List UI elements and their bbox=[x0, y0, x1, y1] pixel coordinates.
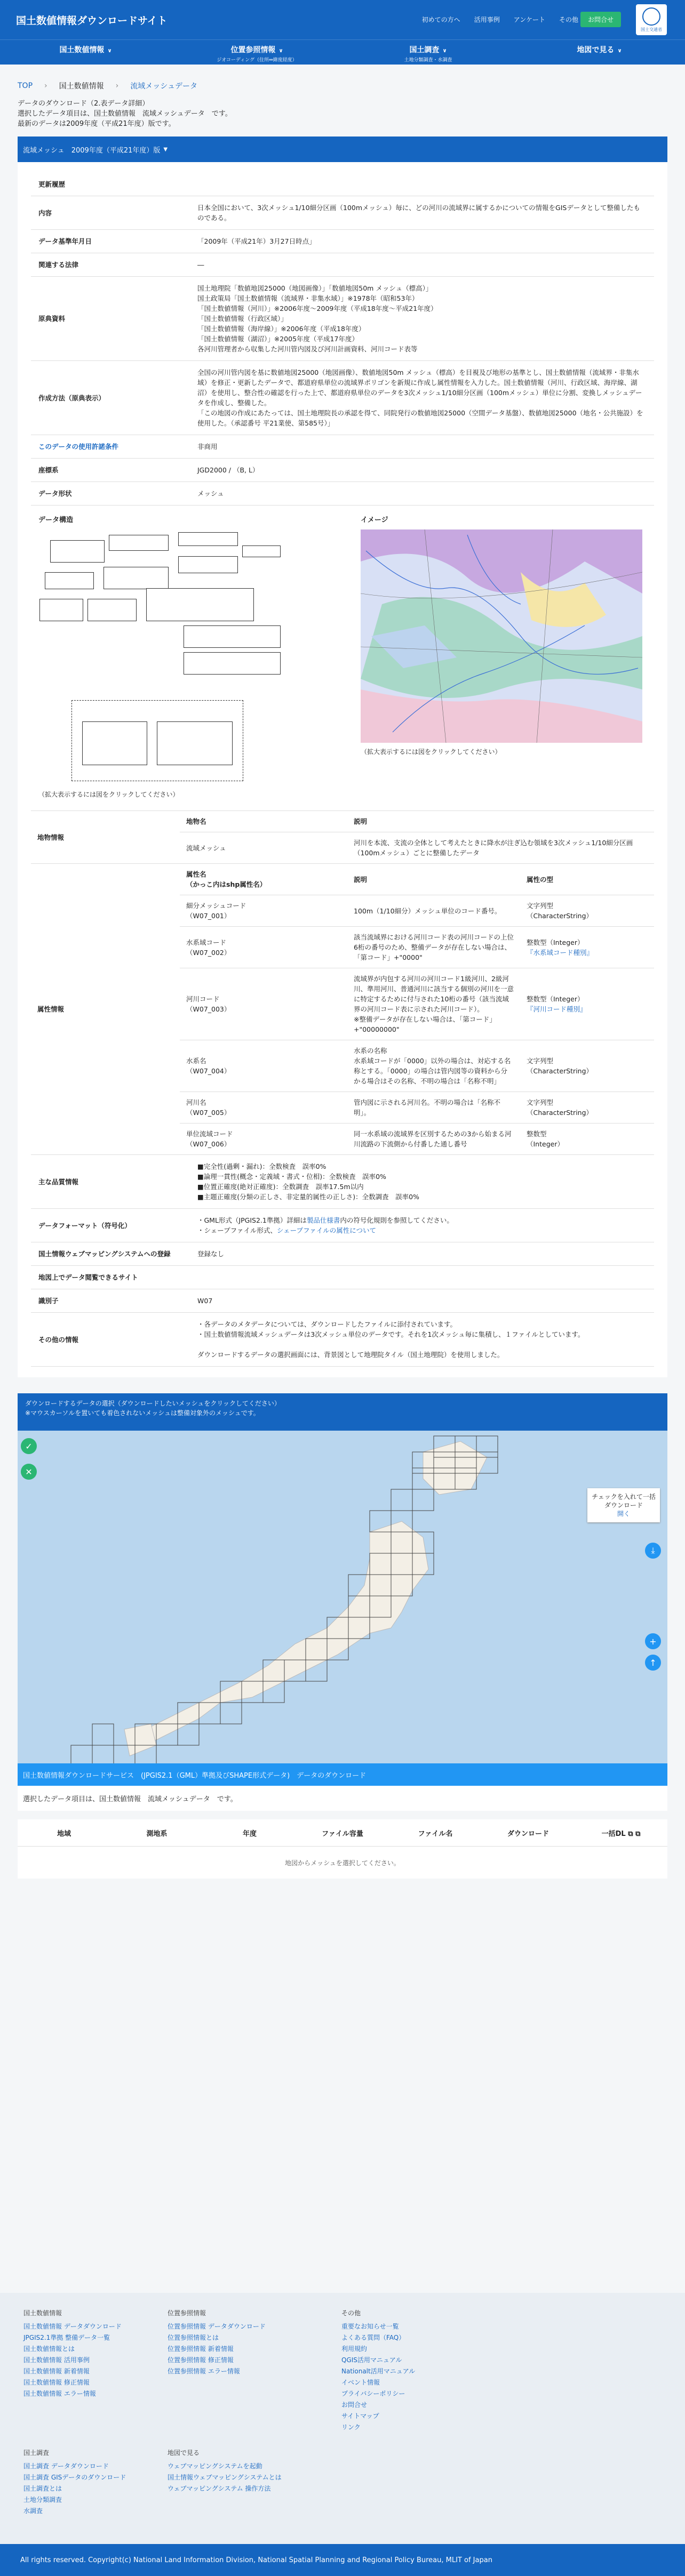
format-text: 内の符号化規則を参照してください。 bbox=[340, 1216, 453, 1224]
spec-link[interactable]: 製品仕様書 bbox=[306, 1216, 340, 1224]
table-row bbox=[31, 1242, 654, 1266]
footer bbox=[0, 2293, 685, 2544]
row-value: 国土地理院「数値地図25000（地図画像）」「数値地図50m メッシュ（標高）」 国土政策局「国土数値情報（流域界・非集水域）」※1978年（昭和53年） 「国土数値情報（河川）」※2006年度〜2009年度（平成18年度〜平成21年度） 「国土数値情報（行政区域）」 「国土数値情報（海岸線）」※2006年度（平成18年度） 「国土数値情報（湖沼）」※2005年度（平成17年度） 各河川管理者から収集した河川管内図及び河川計画資料、河川コード表等 bbox=[190, 277, 654, 361]
row-key: 関連する法律 bbox=[31, 253, 190, 277]
feature-desc: 河川を本流、支流の全体として考えたときに降水が注ぎ込む領域を3次メッシュ1/10細分区画（100mメッシュ）ごとに整備したデータ bbox=[347, 832, 654, 864]
table-row bbox=[31, 811, 654, 832]
row-value: メッシュ bbox=[190, 482, 654, 505]
nav-ksj-label: 国土数値情報 bbox=[59, 46, 105, 54]
nav-location[interactable] bbox=[171, 40, 342, 65]
link-other[interactable]: その他 bbox=[559, 16, 578, 23]
uml-box bbox=[178, 556, 238, 573]
uml-box bbox=[242, 545, 281, 557]
top-links bbox=[422, 15, 578, 24]
download-table bbox=[18, 1819, 667, 1879]
row-value bbox=[190, 1266, 654, 1289]
feature-name: 流域メッシュ bbox=[180, 832, 347, 864]
link-survey[interactable]: アンケート bbox=[513, 16, 545, 23]
col-head: 地物名 bbox=[180, 811, 347, 832]
uml-box bbox=[157, 721, 233, 765]
bulk-download-text: チェックを入れて一括ダウンロード bbox=[592, 1493, 656, 1509]
footer-link[interactable]: 水調査 bbox=[23, 2507, 43, 2515]
zoom-out-icon[interactable]: ↑ bbox=[645, 1655, 661, 1671]
uml-box bbox=[103, 567, 169, 589]
footer-link[interactable]: 国土調査とは bbox=[23, 2485, 62, 2492]
col-head: 説明 bbox=[347, 864, 520, 895]
download-table-header bbox=[18, 1819, 667, 1847]
clear-check-icon[interactable]: ✕ bbox=[21, 1464, 37, 1480]
footer-link[interactable]: サイトマップ bbox=[341, 2412, 379, 2420]
code-type-link[interactable]: 『河川コード種別』 bbox=[527, 1005, 587, 1013]
japan-map-graphic bbox=[18, 1431, 667, 1763]
row-value: ■完全性(過剰・漏れ)：全数検査 誤率0% ■論理一貫性(概念・定義域・書式・位相)：全数検査 誤率0% ■位置正確度(絶対正確度)：全数調査 誤率17.5m以内 ■主題正確度(分類の正しさ、非定量的属性の正しさ)：全数調査 誤率0% bbox=[190, 1155, 654, 1209]
footer-link[interactable]: 国土数値情報 データダウンロード bbox=[23, 2323, 122, 2330]
chevron-right-icon: › bbox=[44, 82, 47, 90]
mlit-logo[interactable] bbox=[636, 4, 667, 35]
footer-link[interactable]: 位置参照情報とは bbox=[168, 2334, 219, 2341]
col-head: 測地系 bbox=[146, 1829, 168, 1838]
table-row bbox=[31, 1266, 654, 1289]
attr-type: 整数型（Integer） bbox=[527, 995, 584, 1003]
footer-link[interactable]: 国土数値情報 活用事例 bbox=[23, 2356, 90, 2364]
row-key: 原典資料 bbox=[31, 277, 190, 361]
attr-name: 河川名 （W07_005） bbox=[180, 1092, 347, 1124]
sample-map-image[interactable] bbox=[361, 529, 642, 743]
footer-link[interactable]: 国土調査 データダウンロード bbox=[23, 2462, 109, 2470]
breadcrumb-ksj[interactable]: 国土数値情報 bbox=[59, 82, 104, 91]
nav-map-label: 地図で見る bbox=[577, 46, 615, 54]
footer-link[interactable]: 国土数値情報 新着情報 bbox=[23, 2368, 90, 2375]
download-empty-text: 地図からメッシュを選択してください。 bbox=[285, 1859, 400, 1867]
attr-name: 河川コード （W07_003） bbox=[180, 968, 347, 1040]
table-row bbox=[31, 1209, 654, 1242]
footer-link[interactable]: JPGIS2.1準拠 整備データ一覧 bbox=[23, 2334, 110, 2341]
caret-down-icon: ▼ bbox=[163, 146, 168, 153]
row-value: 全国の河川管内図を基に数値地図25000（地図画像）、数値地図50m メッシュ（標高）を目視及び地形の基準とし、国土数値情報（流域界・非集水域）を修正・更新したデータで、都道府県単位の流域界ポリゴンを新規に作成し属性情報を入力した。国土数値情報（河川、行政区域、海岸線、湖沼）を使用し、整合性の確認を行った上で、都道府県単位のデータを3次メッシュ1/10細分区画（100mメッシュ）単位に分割、変換しメッシュデータを作成し、整備した。 「この地図の作成にあたっては、国土地理院長の承認を得て、同院発行の数値地図25000（空間データ基盤）、数値地図25000（地名・公共施設）を使用した。（承認番号 平21業使、第585号）」 bbox=[190, 361, 654, 435]
image-title: イメージ bbox=[361, 516, 388, 524]
footer-link[interactable]: Nationalt活用マニュアル bbox=[341, 2368, 416, 2375]
attr-desc: 同一水系域の流域界を区別するための3から始まる河川流路の下流側から付番した通し番号 bbox=[347, 1124, 520, 1155]
table-row bbox=[31, 1313, 654, 1367]
row-value: 非商用 bbox=[190, 435, 654, 459]
col-head: 年度 bbox=[242, 1829, 257, 1838]
footer-col-title: 位置参照情報 bbox=[168, 2309, 206, 2317]
nav-location-sub: ジオコーディング（住所⇔緯度経度） bbox=[217, 58, 297, 63]
bulk-clear-icon[interactable]: ⧉ bbox=[635, 1829, 641, 1838]
uml-box bbox=[109, 535, 169, 551]
uml-box bbox=[39, 599, 83, 621]
uml-box bbox=[45, 572, 94, 589]
table-row bbox=[31, 230, 654, 253]
download-instructions bbox=[18, 1393, 667, 1431]
format-line bbox=[197, 1225, 647, 1235]
footer-link[interactable]: プライバシーポリシー bbox=[341, 2390, 405, 2397]
uml-diagram[interactable] bbox=[34, 529, 285, 785]
footer-col-ksj bbox=[23, 2308, 122, 2400]
table-row bbox=[31, 435, 654, 459]
row-key: その他の情報 bbox=[31, 1313, 190, 1367]
structure-title: データ構造 bbox=[38, 516, 74, 524]
col-head: 属性名 （かっこ内はshp属性名） bbox=[180, 864, 347, 895]
row-key: データ形状 bbox=[31, 482, 190, 505]
mlit-seal-icon bbox=[642, 7, 660, 26]
attr-name: 単位流域コード （W07_006） bbox=[180, 1124, 347, 1155]
footer-link[interactable]: よくある質問（FAQ） bbox=[341, 2334, 405, 2341]
footer-link[interactable]: 重要なお知らせ一覧 bbox=[341, 2323, 399, 2330]
chevron-down-icon: ∨ bbox=[278, 48, 283, 54]
footer-col-location bbox=[168, 2308, 266, 2377]
row-value: 日本全国において、3次メッシュ1/10細分区画（100mメッシュ）毎に、どの河川の流域界に属するかについての情報をGISデータとして整備したものである。 bbox=[190, 196, 654, 230]
uml-box bbox=[184, 625, 281, 648]
row-key: 座標系 bbox=[31, 459, 190, 482]
footer-link[interactable]: イベント情報 bbox=[341, 2379, 380, 2386]
contact-button[interactable]: お問合せ bbox=[580, 12, 621, 27]
table-row bbox=[31, 196, 654, 230]
uml-box bbox=[82, 721, 147, 765]
uml-box bbox=[50, 540, 105, 563]
row-value: JGD2000 / （B, L） bbox=[190, 459, 654, 482]
uml-box bbox=[178, 532, 238, 546]
structure-section bbox=[31, 505, 654, 811]
attr-type-cell bbox=[520, 927, 654, 968]
attr-desc: 100m（1/10細分）メッシュ単位のコード番号。 bbox=[347, 895, 520, 927]
table-row bbox=[31, 361, 654, 435]
format-line bbox=[197, 1215, 647, 1225]
footer-link[interactable]: 位置参照情報 エラー情報 bbox=[168, 2368, 240, 2375]
image-caption: （拡大表示するには図をクリックしてください） bbox=[361, 748, 501, 756]
row-value: ― bbox=[190, 253, 654, 277]
attr-type: 文字列型 （CharacterString） bbox=[520, 1092, 654, 1124]
download-instruction-line: ※マウスカーソルを置いても着色されないメッシュは整備対象外のメッシュです。 bbox=[25, 1409, 260, 1417]
nav-survey-label: 国土調査 bbox=[409, 46, 440, 54]
table-row bbox=[31, 864, 654, 895]
code-type-link[interactable]: 『水系域コード種別』 bbox=[527, 948, 594, 957]
link-cases[interactable]: 活用事例 bbox=[474, 16, 500, 23]
footer-link[interactable]: 国土情報ウェブマッピングシステムとは bbox=[168, 2474, 282, 2481]
breadcrumb-top[interactable]: TOP bbox=[18, 82, 33, 90]
zoom-in-icon[interactable]: + bbox=[645, 1633, 661, 1649]
bulk-download-open-link[interactable]: 開く bbox=[617, 1510, 630, 1518]
bulk-dl-col bbox=[575, 1828, 667, 1838]
footer-col-title: 国土調査 bbox=[23, 2449, 50, 2457]
footer-link[interactable]: QGIS活用マニュアル bbox=[341, 2356, 402, 2364]
col-head: 説明 bbox=[347, 811, 654, 832]
col-head: ファイル名 bbox=[418, 1829, 453, 1838]
info-table bbox=[31, 173, 654, 505]
table-row bbox=[31, 482, 654, 505]
attribute-table bbox=[31, 811, 654, 1155]
nav-map[interactable] bbox=[514, 40, 685, 65]
intro-line: 選択したデータ項目は、国土数値情報 流域メッシュデータ です。 bbox=[18, 110, 232, 118]
attr-type: 整数型（Integer） bbox=[527, 938, 584, 946]
image-col bbox=[353, 509, 654, 803]
footer-link[interactable]: 国土数値情報とは bbox=[23, 2345, 75, 2353]
col-head: 属性の型 bbox=[520, 864, 654, 895]
col-head: 地域 bbox=[57, 1829, 71, 1838]
chevron-right-icon: › bbox=[115, 82, 119, 90]
col-head: ダウンロード bbox=[507, 1829, 549, 1838]
table-row bbox=[31, 253, 654, 277]
download-instruction-line: ダウンロードするデータの選択（ダウンロードしたいメッシュをクリックしてください） bbox=[25, 1400, 281, 1407]
footer-col-title: その他 bbox=[341, 2309, 361, 2317]
attr-desc: 水系の名称 水系域コードが「0000」以外の場合は、対応する名称とする。「0000」の場合は管内図等の資料から分かる場合はその名称、不明の場合は「名称不明」 bbox=[347, 1040, 520, 1092]
feature-group-label: 地物情報 bbox=[31, 811, 180, 864]
footer-link[interactable]: 位置参照情報 修正情報 bbox=[168, 2356, 234, 2364]
row-value bbox=[190, 173, 654, 196]
table-row bbox=[31, 1289, 654, 1313]
footer-link[interactable]: 国土数値情報 エラー情報 bbox=[23, 2390, 96, 2397]
version-label: 流域メッシュ 2009年度（平成21年度）版 bbox=[23, 146, 161, 155]
attr-type-cell bbox=[520, 968, 654, 1040]
intro-line: データのダウンロード（2.表データ詳細） bbox=[18, 100, 149, 108]
nav-survey[interactable] bbox=[342, 40, 514, 65]
detail-card bbox=[18, 162, 667, 1377]
row-value: W07 bbox=[190, 1289, 654, 1313]
footer-col-title: 国土数値情報 bbox=[23, 2309, 62, 2317]
nav-location-label: 位置参照情報 bbox=[230, 46, 276, 54]
footer-link[interactable]: ウェブマッピングシステム 操作方法 bbox=[168, 2485, 271, 2492]
footer-link[interactable]: お問合せ bbox=[341, 2401, 368, 2409]
bulk-download-card bbox=[587, 1488, 660, 1522]
uml-box bbox=[146, 588, 254, 621]
structure-caption: （拡大表示するには図をクリックしてください） bbox=[38, 791, 179, 798]
table-row bbox=[31, 277, 654, 361]
format-value bbox=[190, 1209, 654, 1242]
row-key: 更新履歴 bbox=[31, 173, 190, 196]
footer-col-other bbox=[341, 2308, 415, 2433]
nav-survey-sub: 土地分類調査・水調査 bbox=[404, 58, 452, 63]
attr-desc: 管内図に示される河川名。不明の場合は「名称不明」。 bbox=[347, 1092, 520, 1124]
row-key: 内容 bbox=[31, 196, 190, 230]
breadcrumb-current: 流域メッシュデータ bbox=[130, 82, 197, 91]
row-key: データフォーマット（符号化） bbox=[31, 1209, 190, 1242]
footer-link[interactable]: 国土調査 GISデータのダウンロード bbox=[23, 2474, 126, 2481]
footer-link[interactable]: 位置参照情報 データダウンロード bbox=[168, 2323, 266, 2330]
attr-desc: 該当流域界における河川コード表の河川コードの上位6桁の番号のため、整備データが存在しない場合は、「第コード」+"0000" bbox=[347, 927, 520, 968]
row-key: 国土情報ウェブマッピングシステムへの登録 bbox=[31, 1242, 190, 1266]
footer-link[interactable]: 国土数値情報 修正情報 bbox=[23, 2379, 90, 2386]
watershed-map-graphic bbox=[361, 529, 642, 743]
chevron-down-icon: ∨ bbox=[442, 48, 447, 54]
row-value: ・各データのメタデータについては、ダウンロードしたファイルに添付されています。 ・国土数値情報流域メッシュデータは3次メッシュ単位のデータです。それを1次メッシュ毎に集積し、１ファイルとしています。 ダウンロードするデータの選択画面には、背景図として地理院タイル（国土地理院）を使用しました。 bbox=[190, 1313, 654, 1367]
row-key: 地図上でデータ閲覧できるサイト bbox=[31, 1266, 190, 1289]
attr-group-label: 属性情報 bbox=[31, 864, 180, 1155]
format-text: ・シェープファイル形式、 bbox=[197, 1226, 277, 1234]
intro-text bbox=[0, 97, 685, 131]
chevron-down-icon: ∨ bbox=[617, 48, 622, 54]
check-icon[interactable]: ✓ bbox=[21, 1438, 37, 1454]
site-title[interactable]: 国土数値情報ダウンロードサイト bbox=[16, 15, 168, 27]
uml-box bbox=[184, 652, 281, 675]
table-row bbox=[31, 173, 654, 196]
info-table-2 bbox=[31, 1155, 654, 1367]
mesh-map[interactable] bbox=[18, 1431, 667, 1763]
chevron-down-icon: ∨ bbox=[107, 48, 112, 54]
footer-link[interactable]: ウェブマッピングシステムを起動 bbox=[168, 2462, 262, 2470]
row-key: 作成方法（原典表示） bbox=[31, 361, 190, 435]
row-key: データ基準年月日 bbox=[31, 230, 190, 253]
logo-text: 国土交通省 bbox=[641, 27, 662, 32]
uml-box bbox=[87, 599, 137, 621]
attr-name: 細分メッシュコード （W07_001） bbox=[180, 895, 347, 927]
breadcrumb bbox=[0, 65, 685, 97]
shape-attr-link[interactable]: シェープファイルの属性について bbox=[276, 1226, 377, 1234]
col-head: 一括DL bbox=[601, 1829, 626, 1838]
footer-col-title: 地図で見る bbox=[168, 2449, 200, 2457]
row-value: 「2009年（平成21年）3月27日時点」 bbox=[190, 230, 654, 253]
attr-name: 水系域コード （W07_002） bbox=[180, 927, 347, 968]
footer-link[interactable]: 位置参照情報 新着情報 bbox=[168, 2345, 234, 2353]
col-head: ファイル容量 bbox=[322, 1829, 363, 1838]
intro-line: 最新のデータは2009年度（平成21年度）版です。 bbox=[18, 120, 176, 128]
copyright: All rights reserved. Copyright(c) National Land Information Division, National Spatial Planning and Regional Policy Bureau, MLIT of Japan bbox=[0, 2544, 685, 2576]
attr-desc: 流域界が内包する河川の河川コード1級河川、2級河川、準用河川、普通河川に該当する個別の河川を一意に特定するために付与された10桁の番号（該当流域界の河川コード表に示された河川コード）。 ※整備データが存在しない場合は、「第コード」+"00000000" bbox=[347, 968, 520, 1040]
format-text: ・GML形式（JPGIS2.1準拠）詳細は bbox=[197, 1216, 307, 1224]
row-key: 識別子 bbox=[31, 1289, 190, 1313]
link-beginners[interactable]: 初めての方へ bbox=[421, 16, 460, 23]
version-select[interactable] bbox=[18, 137, 667, 162]
footer-link[interactable]: 土地分類調査 bbox=[23, 2496, 62, 2503]
attr-type: 整数型 （Integer） bbox=[520, 1124, 654, 1155]
bulk-download-icon[interactable]: ⧉ bbox=[628, 1829, 633, 1838]
attr-type: 文字列型 （CharacterString） bbox=[520, 895, 654, 927]
attr-name: 水系名 （W07_004） bbox=[180, 1040, 347, 1092]
main-nav bbox=[0, 39, 685, 65]
structure-col bbox=[31, 509, 332, 803]
row-key: 主な品質情報 bbox=[31, 1155, 190, 1209]
footer-link[interactable]: リンク bbox=[341, 2423, 361, 2431]
nav-ksj[interactable] bbox=[0, 40, 171, 65]
service-bar: 国土数値情報ダウンロードサービス (JPGIS2.1（GML）準拠及びSHAPE形式データ) データのダウンロード bbox=[18, 1763, 667, 1786]
footer-col-survey bbox=[23, 2447, 126, 2517]
top-header bbox=[0, 0, 685, 39]
download-icon[interactable]: ⤓ bbox=[645, 1543, 661, 1559]
table-row bbox=[31, 1155, 654, 1209]
row-value: 登録なし bbox=[190, 1242, 654, 1266]
table-row bbox=[31, 459, 654, 482]
license-link[interactable]: このデータの使用許諾条件 bbox=[31, 435, 190, 459]
footer-col-map bbox=[168, 2447, 282, 2494]
footer-link[interactable]: 利用規約 bbox=[341, 2345, 368, 2353]
selected-item-text: 選択したデータ項目は、国土数値情報 流域メッシュデータ です。 bbox=[18, 1786, 667, 1811]
attr-type: 文字列型 （CharacterString） bbox=[520, 1040, 654, 1092]
